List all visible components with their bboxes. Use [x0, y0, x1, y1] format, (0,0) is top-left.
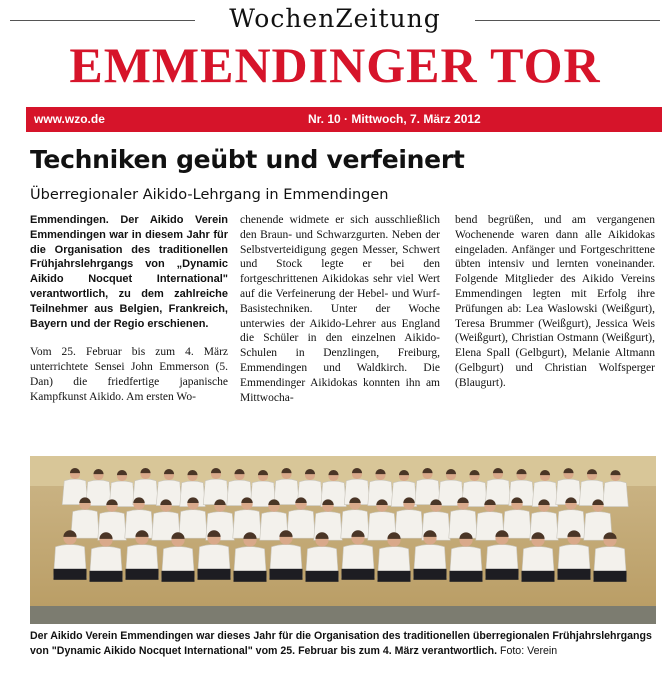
masthead-rule-right: [475, 20, 660, 21]
issue-info: Nr. 10 · Mittwoch, 7. März 2012: [308, 112, 481, 126]
article-subheadline: Überregionaler Aikido-Lehrgang in Emmendingen: [30, 187, 389, 203]
masthead-info-bar: [26, 107, 662, 132]
masthead-top: [10, 4, 660, 34]
paper-name: WochenZeitung: [229, 4, 441, 33]
newspaper-title: EMMENDINGER TOR: [69, 37, 601, 93]
article-lead: Emmendingen. Der Aikido Verein Emmendingen war in diesem Jahr für die Organisation des traditionellen Frühjahrslehrgangs von „Dynamic Aikido Nocquet International" verantwortlich, zu dem zahlreiche Teilnehmer aus Belgien, Frankreich, Bayern und der Regio erschienen.: [30, 214, 228, 330]
article-body-col2: chenende widmete er sich ausschließlich den Braun- und Schwarzgurten. Neben der Selbstverteidigung gegen Messer, Schwert und Stock legte er bei den fortgeschrittenen Aikidokas sehr viel Wert auf die Verfeinerung der Hebel- und Wurf-Basistechniken. Unter der Woche unterwies der Aikido-Lehrer aus England die Schüler in den einzelnen Aikido-Schulen in Denzlingen, Freiburg, Emmendingen und Waldkirch. Die Emmendinger Aikidokas konnten ihn am Mittwocha-: [240, 214, 440, 404]
article-body-col1: Vom 25. Februar bis zum 4. März unterrichtete Sensei John Emmerson (5. Dan) die friedfertige japanische Kampfkunst Aikido. Am ersten Wo-: [30, 346, 228, 403]
article-body-col3: bend begrüßen, und am vergangenen Wochenende waren dann alle Aikidokas eingeladen. Anfänger und Fortgeschrittene übten intensiv und lernten voneinander. Folgende Mitglieder des Aikido Vereins Emmendingen legten mit Erfolg ihre Prüfungen ab: Lea Waslowski (Weißgurt), Teresa Brummer (Weißgurt), Jessica Weis (Weißgurt), Christian Ostmann (Weißgurt), Elena Spall (Gelbgurt), Melanie Altmann (Gelbgurt) und Christian Wolfsperger (Blaugurt).: [455, 214, 655, 389]
photo-credit: Foto: Verein: [500, 645, 558, 657]
article-column-1: [30, 213, 228, 405]
article-column-3: [455, 213, 655, 391]
group-photo-image: [30, 456, 656, 624]
website-link[interactable]: www.wzo.de: [34, 112, 105, 126]
photo-caption: [30, 629, 660, 659]
article-column-2: [240, 213, 440, 405]
article-headline: Techniken geübt und verfeinert: [30, 145, 465, 174]
caption-text: Der Aikido Verein Emmendingen war dieses Jahr für die Organisation des traditionellen überregionalen Frühjahrslehrgangs von "Dynamic Aikido Nocquet International" vom 25. Februar bis zum 4. März verantwortlich.: [30, 630, 652, 657]
group-photo: [30, 456, 656, 624]
